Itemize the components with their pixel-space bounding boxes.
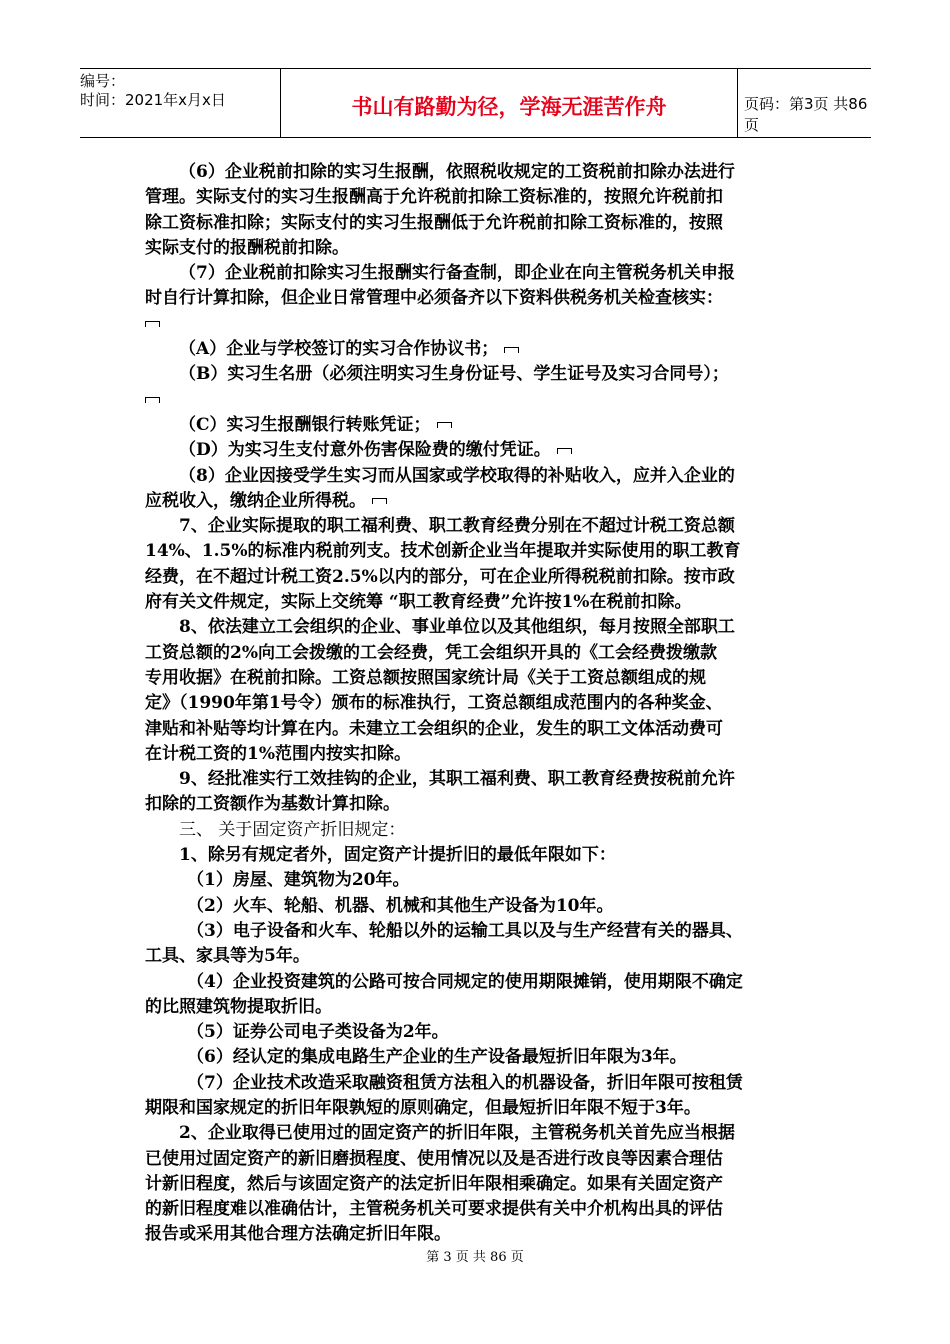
text-line-content: （A）企业与学校签订的实习合作协议书； — [179, 339, 499, 360]
text-line: 扣除的工资额作为基数计算扣除。 — [145, 794, 400, 815]
header-page-info: 页码：第3页 共86页 — [744, 95, 868, 134]
text-line: 9、经批准实行工效挂钩的企业，其职工福利费、职工教育经费按税前允许 — [179, 769, 735, 790]
paragraph-mark-icon — [372, 498, 387, 504]
paragraph-mark-icon — [504, 347, 519, 353]
text-line: 经费，在不超过计税工资2.5%以内的部分，可在企业所得税税前扣除。按市政 — [145, 566, 735, 587]
header-motto: 书山有路勤为径，学海无涯苦作舟 — [351, 95, 667, 119]
text-line — [145, 337, 810, 362]
text-line: （3）电子设备和火车、轮船以外的运输工具以及与生产经营有关的器具、 — [187, 920, 743, 941]
text-line: 时自行计算扣除，但企业日常管理中必须备齐以下资料供税务机关检查核实： — [145, 288, 723, 309]
text-line: 报告或采用其他合理方法确定折旧年限。 — [145, 1224, 451, 1245]
text-line: 的比照建筑物提取折旧。 — [145, 996, 332, 1017]
text-line-content: 应税收入，缴纳企业所得税。 — [145, 490, 366, 511]
document-number-label: 编号： — [80, 72, 126, 90]
document-body — [145, 160, 810, 1248]
paragraph-mark-icon — [145, 397, 160, 403]
page-footer: 第 3 页 共 86 页 — [426, 1250, 524, 1265]
text-line: （6）企业税前扣除的实习生报酬，依照税收规定的工资税前扣除办法进行 — [179, 162, 735, 182]
text-line-content: （D）为实习生支付意外伤害保险费的缴付凭证。 — [179, 440, 551, 461]
text-line: 1、除另有规定者外，固定资产计提折旧的最低年限如下： — [179, 845, 616, 866]
text-line: 工资总额的2%向工会拨缴的工会经费，凭工会组织开具的《工会经费拨缴款 — [145, 642, 717, 663]
text-line: 工具、家具等为5年。 — [145, 946, 310, 967]
text-line: （7）企业税前扣除实习生报酬实行备查制，即企业在向主管税务机关申报 — [179, 263, 735, 284]
text-line: （1）房屋、建筑物为20年。 — [187, 870, 410, 891]
text-line — [145, 438, 810, 463]
paragraph-mark-icon — [145, 321, 160, 327]
text-line: （7）企业技术改造采取融资租赁方法租入的机器设备，折旧年限可按租赁 — [187, 1072, 743, 1093]
text-line: （8）企业因接受学生实习而从国家或学校取得的补贴收入，应并入企业的 — [179, 465, 735, 486]
text-line: 14%、1.5%的标准内税前列支。技术创新企业当年提取并实际使用的职工教育 — [145, 541, 741, 562]
paragraph-mark-icon — [557, 448, 572, 454]
header-motto-cell — [280, 69, 738, 137]
text-line: 8、依法建立工会组织的企业、事业单位以及其他组织，每月按照全部职工 — [179, 617, 735, 638]
text-line — [145, 489, 810, 514]
text-line — [145, 413, 810, 438]
text-line-blank — [145, 388, 810, 413]
text-line: 津贴和补贴等均计算在内。未建立工会组织的企业，发生的职工文体活动费可 — [145, 718, 723, 739]
text-line: 计新旧程度，然后与该固定资产的法定折旧年限相乘确定。如果有关固定资产 — [145, 1173, 723, 1194]
text-line: 在计税工资的1%范围内按实扣除。 — [145, 743, 411, 764]
document-date-label: 时间：2021年x月x日 — [80, 91, 226, 109]
header-meta — [80, 69, 280, 140]
text-line: 府有关文件规定，实际上交统筹 “职工教育经费”允许按1%在税前扣除。 — [145, 592, 692, 613]
text-line: 实际支付的报酬税前扣除。 — [145, 237, 349, 258]
text-line: 期限和国家规定的折旧年限孰短的原则确定，但最短折旧年限不短于3年。 — [145, 1097, 701, 1118]
text-line: （5）证券公司电子类设备为2年。 — [187, 1022, 449, 1043]
text-line: 的新旧程度难以准确估计，主管税务机关可要求提供有关中介机构出具的评估 — [145, 1199, 723, 1220]
text-line: 2、企业取得已使用过的固定资产的折旧年限，主管税务机关首先应当根据 — [179, 1123, 735, 1144]
paragraph-mark-icon — [437, 422, 452, 428]
text-line-blank — [145, 312, 810, 337]
text-line: 定》（1990年第1号令）颁布的标准执行，工资总额组成范围内的各种奖金、 — [145, 693, 723, 714]
text-line: （6）经认定的集成电路生产企业的生产设备最短折旧年限为3年。 — [187, 1047, 687, 1068]
text-line: （B）实习生名册（必须注明实习生身份证号、学生证号及实习合同号）； — [179, 364, 729, 385]
page-header — [80, 68, 871, 138]
text-line: （4）企业投资建筑的公路可按合同规定的使用期限摊销，使用期限不确定 — [187, 971, 743, 992]
text-line: （2）火车、轮船、机器、机械和其他生产设备为10年。 — [187, 895, 614, 916]
text-line: 已使用过固定资产的新旧磨损程度、使用情况以及是否进行改良等因素合理估 — [145, 1148, 723, 1169]
text-line: 管理。实际支付的实习生报酬高于允许税前扣除工资标准的，按照允许税前扣 — [145, 187, 723, 208]
section-heading: 三、 关于固定资产折旧规定： — [179, 819, 406, 840]
text-line: 专用收据》在税前扣除。工资总额按照国家统计局《关于工资总额组成的规 — [145, 667, 706, 688]
text-line: 除工资标准扣除；实际支付的实习生报酬低于允许税前扣除工资标准的，按照 — [145, 212, 723, 233]
text-line: 7、企业实际提取的职工福利费、职工教育经费分别在不超过计税工资总额 — [179, 516, 735, 537]
text-line-content: （C）实习生报酬银行转账凭证； — [179, 414, 431, 435]
